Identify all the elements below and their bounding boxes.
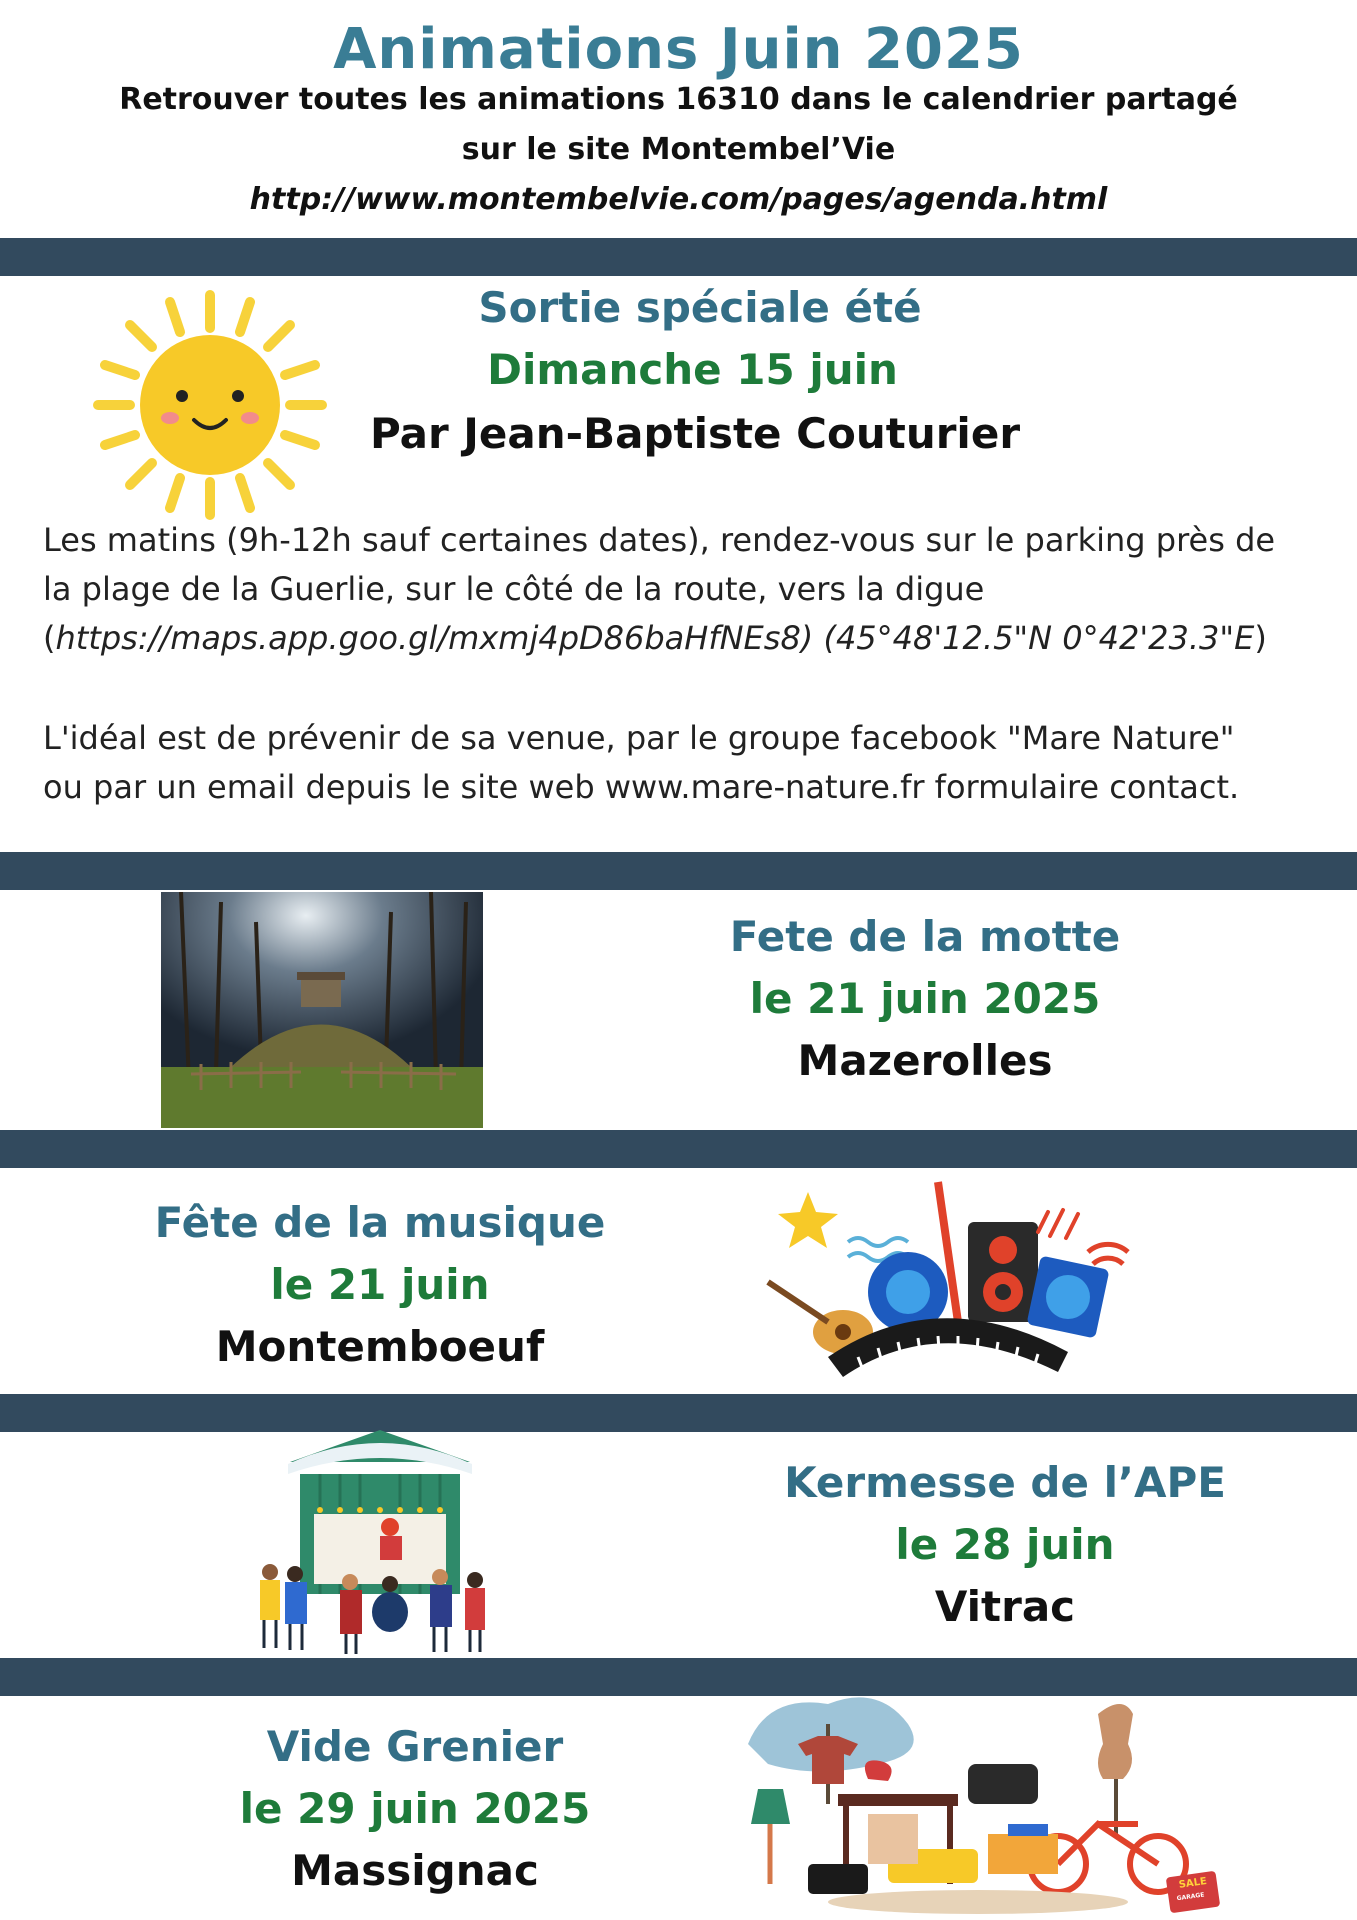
- event-vide-grenier-title: Vide Grenier: [266, 1722, 564, 1771]
- event-vide-grenier-date: le 29 juin 2025: [239, 1784, 591, 1833]
- event-musique-title: Fête de la musique: [154, 1198, 606, 1247]
- maps-link[interactable]: https://maps.app.goo.gl/mxmj4pD86baHfNEs8) (45°48'12.5"N 0°42'23.3"E: [55, 619, 1255, 657]
- para1-close: ): [1254, 619, 1267, 657]
- kermesse-illustration: [240, 1422, 520, 1658]
- divider-band-3: [0, 1130, 1357, 1168]
- sortie-organizer: Par Jean-Baptiste Couturier: [369, 409, 1021, 458]
- sortie-paragraph-1: [43, 516, 1343, 663]
- para2-line2: ou par un email depuis le site web www.mare-nature.fr formulaire contact.: [43, 768, 1240, 806]
- garage-label: GARAGE: [1176, 1891, 1205, 1903]
- para2-line1: L'idéal est de prévenir de sa venue, par le groupe facebook "Mare Nature": [43, 719, 1235, 757]
- header-subtitle-line2: sur le site Montembel’Vie: [461, 132, 896, 167]
- para1-line2: la plage de la Guerlie, sur le côté de la route, vers la digue: [43, 570, 985, 608]
- sortie-date: Dimanche 15 juin: [487, 345, 898, 394]
- sale-label: SALE: [1178, 1876, 1208, 1891]
- header-subtitle-line1: Retrouver toutes les animations 16310 dans le calendrier partagé: [119, 82, 1238, 117]
- event-musique: [120, 1192, 640, 1378]
- event-kermesse: [735, 1452, 1275, 1638]
- sun-illustration: [90, 290, 330, 520]
- divider-band-1: [0, 238, 1357, 276]
- event-kermesse-place: Vitrac: [934, 1582, 1076, 1631]
- event-kermesse-title: Kermesse de l’APE: [784, 1458, 1226, 1507]
- event-motte-place: Mazerolles: [797, 1036, 1053, 1085]
- event-motte: [660, 906, 1190, 1092]
- sortie-title: Sortie spéciale été: [478, 283, 922, 332]
- para1-line1: Les matins (9h-12h sauf certaines dates), rendez-vous sur le parking près de: [43, 521, 1276, 559]
- event-musique-date: le 21 juin: [270, 1260, 490, 1309]
- event-musique-place: Montemboeuf: [215, 1322, 545, 1371]
- motte-photo: [161, 892, 483, 1128]
- music-illustration: [748, 1172, 1134, 1386]
- page-title: Animations Juin 2025: [333, 17, 1024, 82]
- divider-band-2: [0, 852, 1357, 890]
- para1-line3: [43, 614, 1343, 663]
- event-vide-grenier-place: Massignac: [291, 1846, 539, 1895]
- event-motte-title: Fete de la motte: [729, 912, 1121, 961]
- sortie-paragraph-2: [43, 714, 1343, 812]
- divider-band-4: [0, 1394, 1357, 1432]
- event-kermesse-date: le 28 juin: [895, 1520, 1115, 1569]
- garage-sale-illustration: [728, 1684, 1228, 1920]
- event-vide-grenier: [170, 1716, 660, 1902]
- header-url[interactable]: http://www.montembelvie.com/pages/agenda.html: [249, 182, 1108, 217]
- event-motte-date: le 21 juin 2025: [749, 974, 1101, 1023]
- para1-open: (: [43, 619, 56, 657]
